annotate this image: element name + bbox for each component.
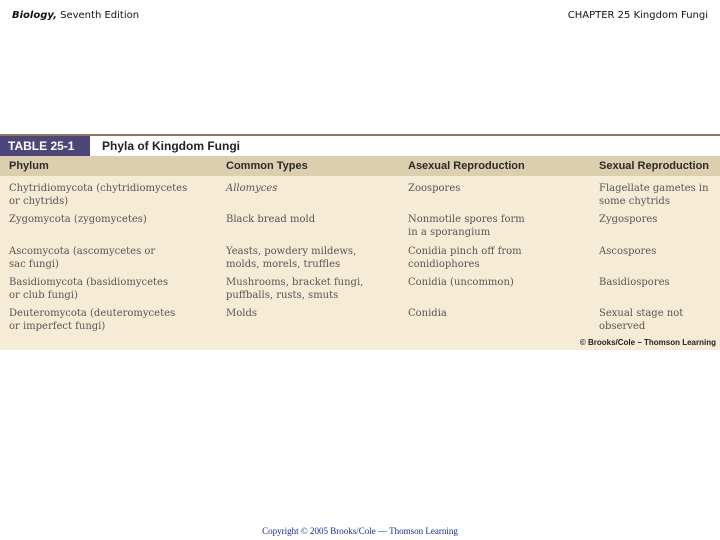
table-title: Phyla of Kingdom Fungi — [102, 139, 240, 153]
footer-copyright: Copyright © 2005 Brooks/Cole — Thomson Learning — [262, 526, 458, 536]
column-header-common-types: Common Types — [226, 160, 308, 172]
table-credit: © Brooks/Cole – Thomson Learning — [579, 338, 716, 347]
cell-asexual-5: Conidia — [408, 308, 447, 319]
cell-sexual-5: Sexual stage not observed — [599, 308, 684, 332]
cell-sexual-1: Flagellate gametes in some chytrids — [599, 183, 709, 207]
cell-asexual-2: Nonmotile spores form in a sporangium — [408, 214, 525, 238]
cell-types-1: Allomyces — [226, 183, 278, 194]
cell-phylum-4: Basidiomycota (basidiomycetes or club fungi) — [9, 277, 169, 301]
cell-types-2: Black bread mold — [226, 214, 316, 225]
cell-asexual-3: Conidia pinch off from conidiophores — [408, 246, 522, 270]
cell-phylum-1: Chytridiomycota (chytridiomycetes or chytrids) — [9, 183, 188, 207]
column-header-phylum: Phylum — [9, 160, 49, 172]
cell-sexual-2: Zygospores — [599, 214, 658, 225]
book-edition: Seventh Edition — [60, 10, 140, 21]
table-title-bar — [0, 134, 720, 156]
cell-types-3: Yeasts, powdery mildews, molds, morels, truffles — [226, 246, 357, 270]
cell-asexual-4: Conidia (uncommon) — [408, 277, 514, 288]
book-title: Biology, — [12, 10, 57, 21]
cell-phylum-2: Zygomycota (zygomycetes) — [9, 214, 147, 225]
table-column-headers — [0, 156, 720, 176]
cell-sexual-3: Ascospores — [599, 246, 657, 257]
fungi-table — [0, 134, 720, 350]
cell-phylum-5: Deuteromycota (deuteromycetes or imperfect fungi) — [9, 308, 176, 332]
cell-phylum-3: Ascomycota (ascomycetes or sac fungi) — [9, 246, 156, 270]
table-label: TABLE 25-1 — [0, 136, 90, 156]
header-chapter: CHAPTER 25 Kingdom Fungi — [567, 10, 708, 21]
cell-asexual-1: Zoospores — [408, 183, 461, 194]
cell-types-4: Mushrooms, bracket fungi, puffballs, rusts, smuts — [226, 277, 364, 301]
header-book-title — [12, 10, 139, 21]
cell-sexual-4: Basidiospores — [599, 277, 670, 288]
cell-types-5: Molds — [226, 308, 257, 319]
column-header-asexual: Asexual Reproduction — [408, 160, 525, 172]
column-header-sexual: Sexual Reproduction — [599, 160, 710, 172]
